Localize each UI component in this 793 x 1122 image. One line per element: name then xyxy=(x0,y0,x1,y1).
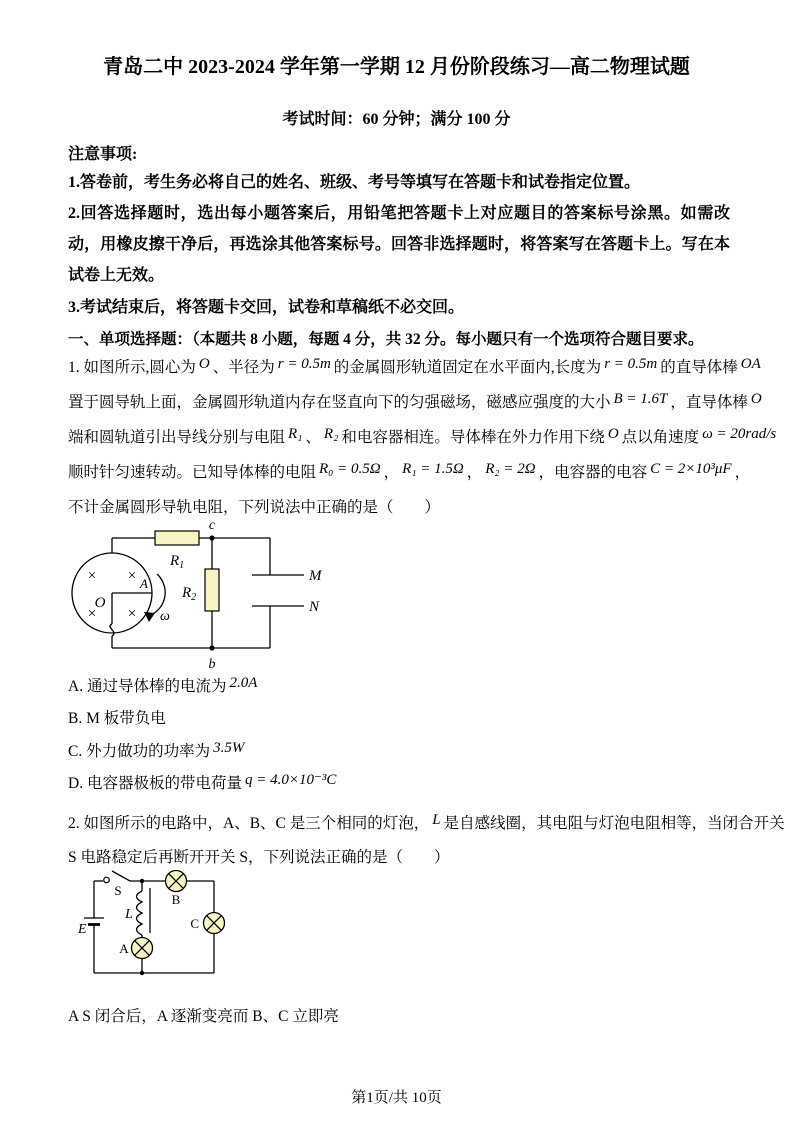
question-1-options xyxy=(68,671,339,801)
text-run: ， xyxy=(734,464,751,481)
wire-hook xyxy=(110,624,114,636)
node-c-dot xyxy=(209,535,214,540)
junction-dot-top xyxy=(140,879,144,883)
inline-formula: q = 4.0×10⁻³C xyxy=(244,772,337,789)
q1-circuit-diagram xyxy=(60,518,370,676)
inductor-coil xyxy=(137,891,143,935)
text-run: 置于圆导轨上面，金属圆形轨道内存在竖直向下的匀强磁场，磁感应强度的大小 xyxy=(68,394,611,411)
switch-label: S xyxy=(114,883,122,898)
battery-label: E xyxy=(78,922,87,937)
text-run: S 电路稳定后再断开开关 S，下列说法正确的是（ ） xyxy=(68,848,450,866)
option-d xyxy=(68,768,339,800)
inline-formula: R₁ = 1.5Ω xyxy=(402,461,464,477)
inline-formula: R₀ = 0.5Ω xyxy=(319,461,381,477)
text-run: A S 闭合后，A 逐渐变亮而 B、C 立即亮 xyxy=(68,1008,339,1025)
notes-heading: 注意事项: xyxy=(68,146,138,163)
resistor-r2-label: $R_2$ xyxy=(182,585,197,603)
note-item-3: 3.考试结束后，将答题卡交回，试卷和草稿纸不必交回。 xyxy=(68,299,465,316)
q2-circuit-diagram xyxy=(72,866,232,1006)
inline-formula: R₂ = 2Ω xyxy=(485,461,536,477)
omega-label: ω xyxy=(160,609,170,624)
option-a xyxy=(68,671,339,703)
inline-formula: r = 0.5m xyxy=(277,356,331,372)
question-1-body xyxy=(68,350,779,525)
text-run: C. 外力做功的功率为 xyxy=(68,742,211,760)
text-run: 端和圆轨道引出导线分别与电阻 xyxy=(68,429,286,446)
text-run: 是自感线圈，其电阻与灯泡电阻相等，当闭合开关 xyxy=(443,815,785,832)
junction-dot-bottom xyxy=(140,971,144,975)
inline-formula: O xyxy=(750,391,762,407)
page-title: 青岛二中 2023-2024 学年第一学期 12 月份阶段练习—高二物理试题 xyxy=(103,56,690,78)
inline-formula: r = 0.5m xyxy=(604,356,658,372)
option-b xyxy=(68,703,339,735)
plate-m-label: M xyxy=(309,568,322,584)
text-run: 、半径为 xyxy=(212,359,275,376)
inline-formula: O xyxy=(607,426,619,442)
inline-formula: 2.0A xyxy=(229,675,258,691)
text-run: ，直导体棒 xyxy=(670,394,748,411)
resistor-r1 xyxy=(155,531,199,545)
question-1-line xyxy=(68,455,779,490)
inline-formula: 3.5W xyxy=(213,739,245,756)
field-into-page-icon: × xyxy=(87,568,97,584)
text-run: 2. 如图所示的电路中，A、B、C 是三个相同的灯泡， xyxy=(68,815,430,832)
text-run: 点以角速度 xyxy=(621,429,700,446)
inline-formula: C = 2×10³μF xyxy=(650,461,732,477)
node-c-label: c xyxy=(208,518,216,533)
text-run: D. 电容器极板的带电荷量 xyxy=(68,775,242,793)
inline-formula: O xyxy=(198,356,210,372)
center-o-label: O xyxy=(94,595,106,611)
text-run: ， xyxy=(466,464,483,481)
page-number: 第1页/共 10页 xyxy=(351,1090,442,1106)
text-run: 的金属圆形轨道固定在水平面内,长度为 xyxy=(333,359,602,376)
inline-formula: OA xyxy=(740,356,761,372)
section-heading: 一、单项选择题：（本题共 8 小题，每题 4 分，共 32 分。每小题只有一个选项符合题目要求。 xyxy=(68,331,704,348)
field-into-page-icon: × xyxy=(127,606,137,622)
question-2-body xyxy=(68,807,785,874)
text-run: 和电容器相连。导体棒在外力作用下绕 xyxy=(341,429,605,446)
inline-formula: B = 1.6T xyxy=(613,391,668,407)
exam-time-score: 考试时间：60 分钟；满分 100 分 xyxy=(282,111,511,128)
option-a xyxy=(68,1000,339,1033)
text-run: 不计金属圆形导轨电阻，下列说法中正确的是（ ） xyxy=(68,499,441,516)
note-item-1: 1.答卷前，考生务必将自己的姓名、班级、考号等填写在答题卡和试卷指定位置。 xyxy=(68,174,641,191)
rod-end-a-label: A xyxy=(140,576,148,591)
lamp-a-label: A xyxy=(119,941,129,956)
omega-arrowhead xyxy=(144,612,155,622)
inline-formula: L xyxy=(432,812,441,828)
lamp-b-label: B xyxy=(171,892,181,907)
question-2-options xyxy=(68,1000,339,1033)
plate-n-label: N xyxy=(309,599,320,615)
lamp-c-label: C xyxy=(190,916,199,931)
option-c xyxy=(68,736,339,768)
switch-blade xyxy=(112,871,130,881)
text-run: 的直导体棒 xyxy=(660,359,738,376)
question-1-line xyxy=(68,385,779,420)
inline-formula: R₁ xyxy=(288,426,303,442)
text-run: ，电容器的电容 xyxy=(538,464,648,481)
node-b-label: b xyxy=(208,657,216,672)
switch-contact xyxy=(104,877,110,883)
inductor-label: L xyxy=(125,907,133,922)
inline-formula: ω = 20rad/s xyxy=(702,426,777,442)
resistor-r1-label: $R_1$ xyxy=(170,553,185,571)
note-item-2: 2.回答选择题时，选出每小题答案后，用铅笔把答题卡上对应题目的答案标号涂黑。如需改动，用橡皮擦干净后，再选涂其他答案标号。回答非选择题时，将答案写在答题卡上。写在本试卷上无效。 xyxy=(68,205,730,284)
text-run: 1. 如图所示,圆心为 xyxy=(68,359,196,376)
text-run: 、 xyxy=(305,429,321,446)
question-1-line xyxy=(68,420,779,455)
text-run: ， xyxy=(383,464,400,481)
question-1-line xyxy=(68,350,779,385)
text-run: B. M 板带负电 xyxy=(68,710,166,728)
text-run: 顺时针匀速转动。已知导体棒的电阻 xyxy=(68,464,317,481)
resistor-r2 xyxy=(205,569,219,611)
inline-formula: R₂ xyxy=(323,426,339,442)
text-run: A. 通过导体棒的电流为 xyxy=(68,678,227,695)
field-into-page-icon: × xyxy=(127,568,137,584)
field-into-page-icon: × xyxy=(87,606,97,622)
question-2-line xyxy=(68,807,785,841)
node-b-dot xyxy=(209,645,214,650)
